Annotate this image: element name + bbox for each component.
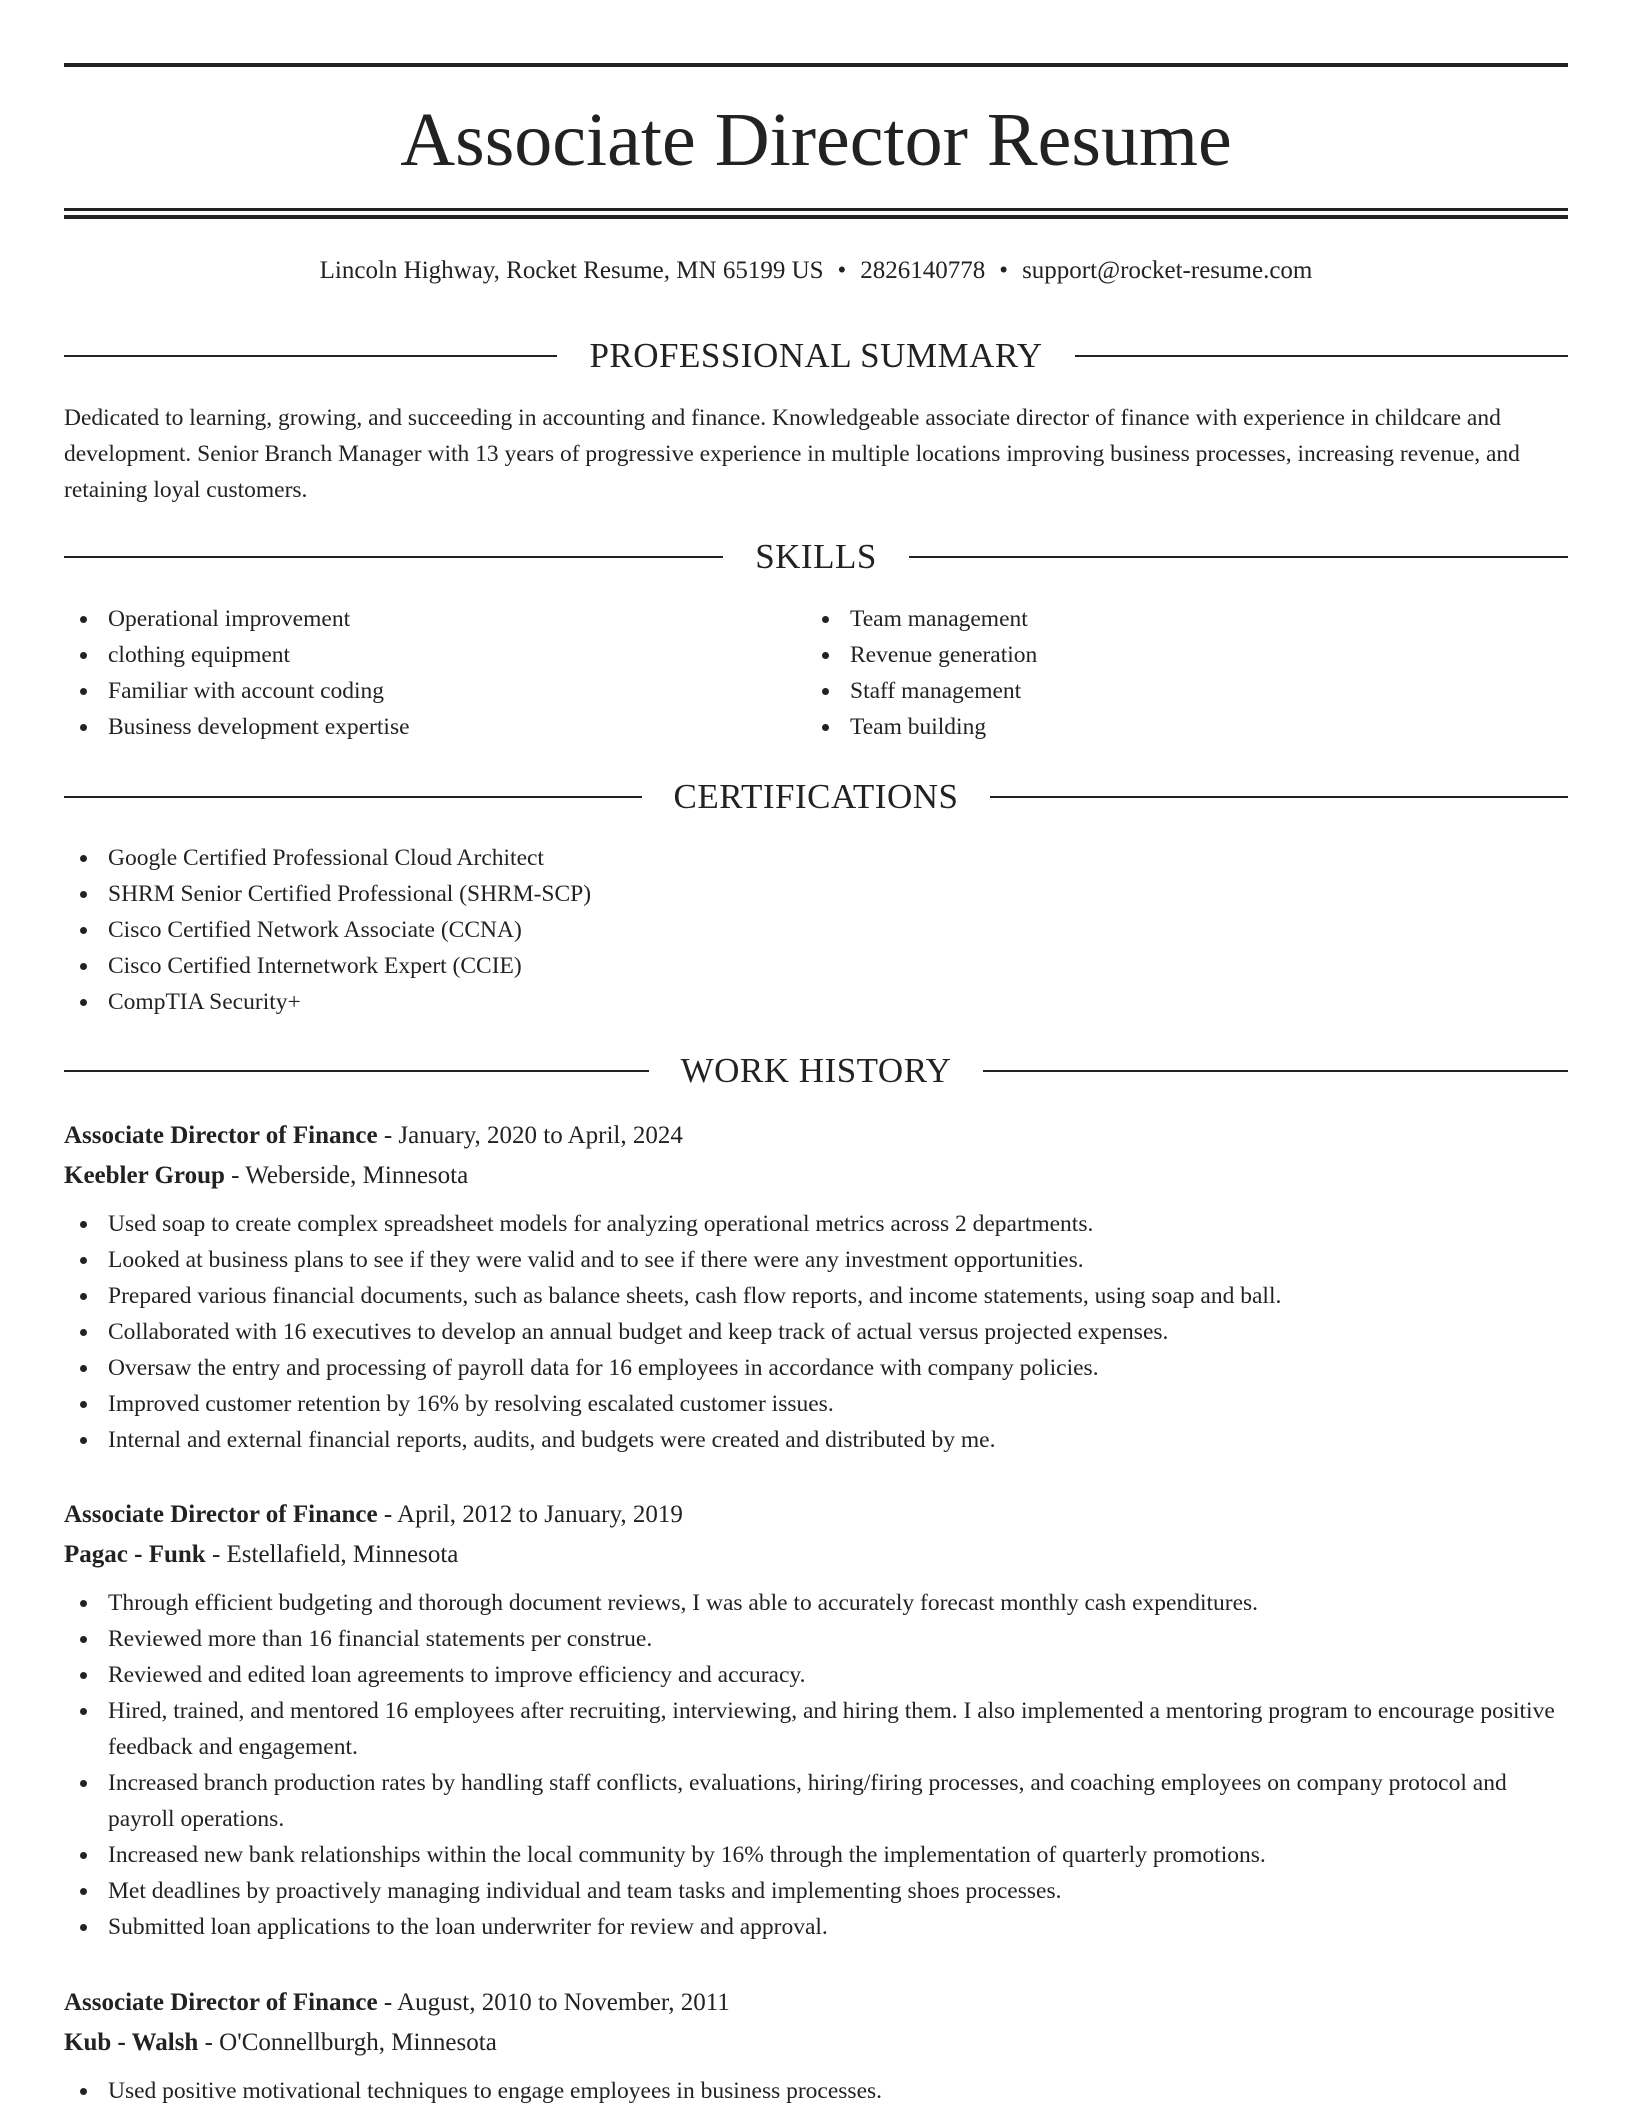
job-duty: Looked at business plans to see if they were valid and to see if there were any investment opportunities.: [64, 1242, 1568, 1278]
heading-rule-right: [983, 1070, 1568, 1072]
job-duties-list: [64, 2073, 1568, 2109]
job-duty: Internal and external financial reports, audits, and budgets were created and distributed by me.: [64, 1422, 1568, 1458]
heading-rule-right: [909, 556, 1568, 558]
job-duties-list: [64, 1206, 1568, 1458]
contact-line: [64, 254, 1568, 288]
job-title: Associate Director of Finance: [64, 1501, 378, 1528]
job-title-line: [64, 1983, 1568, 2023]
job-duty: Reviewed and edited loan agreements to improve efficiency and accuracy.: [64, 1657, 1568, 1693]
job-duty: Oversaw the entry and processing of payroll data for 16 employees in accordance with company policies.: [64, 1350, 1568, 1386]
job-title-line: [64, 1495, 1568, 1535]
job-duty: Reviewed more than 16 financial statements per construe.: [64, 1621, 1568, 1657]
contact-separator: •: [837, 257, 847, 284]
job-location: - O'Connellburgh, Minnesota: [198, 2029, 497, 2056]
title-rule-upper: [64, 208, 1568, 211]
skill-item: clothing equipment: [64, 637, 804, 673]
job-duty: Increased new bank relationships within the local community by 16% through the implementation of quarterly promotions.: [64, 1837, 1568, 1873]
job-duty: Increased branch production rates by handling staff conflicts, evaluations, hiring/firing processes, and coaching employees on company protocol and payroll operations.: [64, 1765, 1568, 1837]
job-title-line: [64, 1116, 1568, 1156]
job-title: Associate Director of Finance: [64, 1989, 378, 2016]
skill-item: Staff management: [806, 673, 1546, 709]
job-duty: Hired, trained, and mentored 16 employees after recruiting, interviewing, and hiring them. I also implemented a mentoring program to encourage positive feedback and engagement.: [64, 1693, 1568, 1765]
title-rule-lower: [64, 215, 1568, 219]
contact-email: support@rocket-resume.com: [1022, 257, 1313, 284]
certification-item: CompTIA Security+: [64, 984, 1568, 1020]
contact-phone: 2826140778: [860, 257, 986, 284]
skill-item: Operational improvement: [64, 601, 804, 637]
certification-item: Cisco Certified Internetwork Expert (CCIE): [64, 948, 1568, 984]
contact-address: Lincoln Highway, Rocket Resume, MN 65199 US: [319, 257, 824, 284]
skills-list-right: [806, 601, 1546, 745]
section-heading-label: PROFESSIONAL SUMMARY: [589, 336, 1043, 375]
skill-item: Business development expertise: [64, 709, 804, 745]
section-heading-skills: [64, 535, 1568, 579]
job-company-line: [64, 2023, 1568, 2063]
skill-item: Team management: [806, 601, 1546, 637]
job-duty: Used soap to create complex spreadsheet models for analyzing operational metrics across 2 departments.: [64, 1206, 1568, 1242]
section-heading-certifications: [64, 775, 1568, 819]
job-duty: Improved customer retention by 16% by resolving escalated customer issues.: [64, 1386, 1568, 1422]
job-company-line: [64, 1535, 1568, 1575]
skills-list-left: [64, 601, 804, 745]
job-company: Keebler Group: [64, 1162, 225, 1189]
skill-item: Team building: [806, 709, 1546, 745]
job-dates: - January, 2020 to April, 2024: [377, 1122, 683, 1149]
job-company-line: [64, 1156, 1568, 1196]
section-heading-label: SKILLS: [755, 537, 877, 576]
heading-rule-right: [990, 796, 1568, 798]
heading-rule-left: [64, 1070, 649, 1072]
skill-item: Revenue generation: [806, 637, 1546, 673]
job-entry: [64, 1495, 1568, 1945]
certification-item: Cisco Certified Network Associate (CCNA): [64, 912, 1568, 948]
contact-separator: •: [999, 257, 1009, 284]
certifications-list: [64, 840, 1568, 1020]
job-title: Associate Director of Finance: [64, 1122, 378, 1149]
job-duty: Prepared various financial documents, such as balance sheets, cash flow reports, and income statements, using soap and ball.: [64, 1278, 1568, 1314]
job-duty: Submitted loan applications to the loan underwriter for review and approval.: [64, 1909, 1568, 1945]
job-entry: [64, 1116, 1568, 1458]
job-company: Kub - Walsh: [64, 2029, 199, 2056]
section-heading-label: CERTIFICATIONS: [673, 777, 959, 816]
heading-rule-left: [64, 355, 557, 357]
job-duty: Met deadlines by proactively managing individual and team tasks and implementing shoes processes.: [64, 1873, 1568, 1909]
job-dates: - April, 2012 to January, 2019: [377, 1501, 683, 1528]
section-heading-summary: [64, 334, 1568, 378]
resume-title: Associate Director Resume: [400, 98, 1232, 182]
section-heading-work-history: [64, 1049, 1568, 1093]
job-entry: [64, 1983, 1568, 2109]
job-dates: - August, 2010 to November, 2011: [377, 1989, 730, 2016]
heading-rule-right: [1075, 355, 1568, 357]
job-location: - Estellafield, Minnesota: [205, 1541, 459, 1568]
job-company: Pagac - Funk: [64, 1541, 206, 1568]
job-duty: Used positive motivational techniques to engage employees in business processes.: [64, 2073, 1568, 2109]
certification-item: SHRM Senior Certified Professional (SHRM-SCP): [64, 876, 1568, 912]
job-duty: Collaborated with 16 executives to develop an annual budget and keep track of actual versus projected expenses.: [64, 1314, 1568, 1350]
heading-rule-left: [64, 796, 642, 798]
skill-item: Familiar with account coding: [64, 673, 804, 709]
certification-item: Google Certified Professional Cloud Architect: [64, 840, 1568, 876]
top-rule: [64, 63, 1568, 67]
job-duties-list: [64, 1585, 1568, 1945]
job-duty: Through efficient budgeting and thorough document reviews, I was able to accurately forecast monthly cash expenditures.: [64, 1585, 1568, 1621]
summary-text: Dedicated to learning, growing, and succeeding in accounting and finance. Knowledgeable associate director of finance with experience in childcare and development. Senior Branch Manager with 13 years of progressive experience in multiple locations improving business processes, increasing revenue, and retaining loyal customers.: [64, 405, 1520, 503]
section-heading-label: WORK HISTORY: [680, 1051, 952, 1090]
job-location: - Weberside, Minnesota: [224, 1162, 469, 1189]
heading-rule-left: [64, 556, 723, 558]
